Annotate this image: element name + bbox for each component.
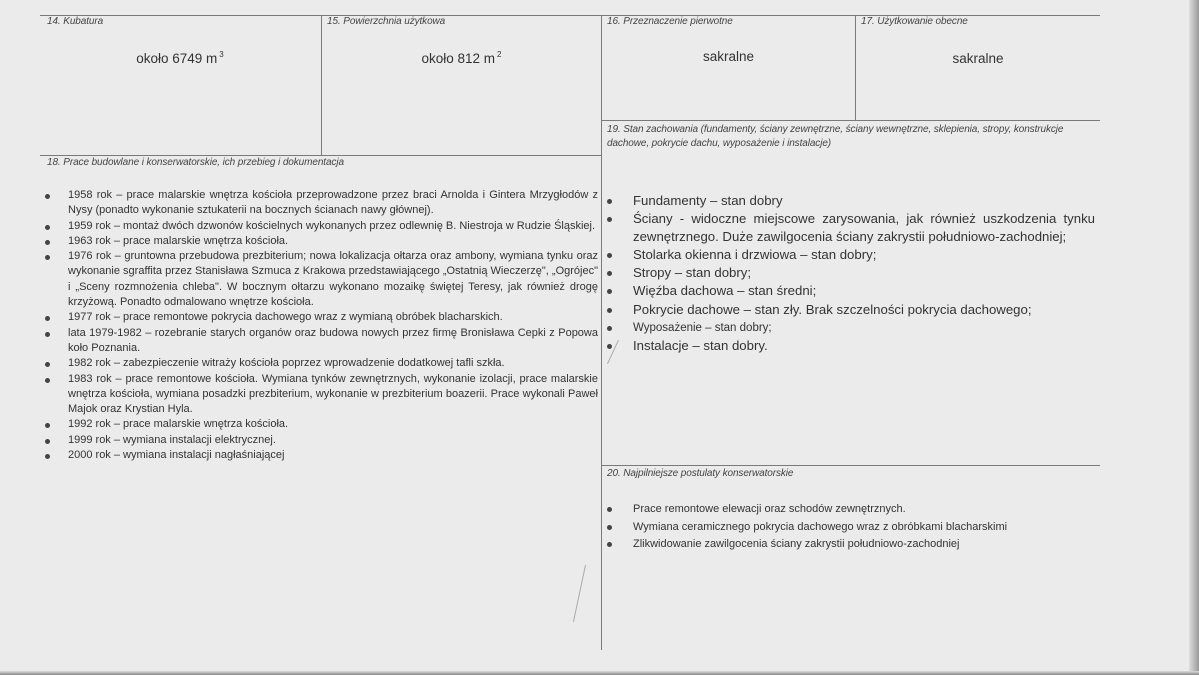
list-item: 1976 rok – gruntowna przebudowa prezbiterium; nowa lokalizacja ołtarza oraz ambony, wymiana tynku oraz wykonanie sgraffita przez Stanisława Szmuca z Krakowa przedstawiającego „Ostatnią Wieczerzę", „Ogrójec" i „Sceny rozmnożenia chleba". W bocznym ołtarzu wykonano mozaikę świętej Teresy, jak również drogę krzyżową. Ponadto odmalowano wnętrze kościoła. [45,249,598,310]
bullet-icon [607,308,612,313]
list-item: 1992 rok – prace malarskie wnętrza kościoła. [45,417,598,432]
list-item: Pokrycie dachowe – stan zły. Brak szczelności pokrycia dachowego; [605,301,1095,319]
list-item: Zlikwidowanie zawilgocenia ściany zakrystii południowo-zachodniej [605,536,1095,554]
list-item: Fundamenty – stan dobry [605,192,1095,210]
bullet-icon [45,362,50,367]
list-item: 1958 rok – prace malarskie wnętrza kościoła przeprowadzone przez braci Arnolda i Gintera Mrzygłodów z Nysy (ponadto wykonanie sztukaterii na bocznych ścianach nawy głównej). [45,188,598,219]
divider-16-17 [855,15,856,120]
bullet-icon [45,423,50,428]
bullet-icon [607,253,612,258]
bullet-icon [607,344,612,349]
bullet-icon [45,378,50,383]
list-item: 1959 rok – montaż dwóch dzwonów kościelnych wykonanych przez odlewnię B. Niestroja w Rudzie Śląskiej. [45,219,598,234]
scan-edge-right [1189,0,1199,675]
bullet-icon [607,289,612,294]
list-item: Prace remontowe elewacji oraz schodów zewnętrznych. [605,501,1095,519]
field-value-uzytkowanie: sakralne [952,51,1004,66]
field-label-prace: 18. Prace budowlane i konserwatorskie, ich przebieg i dokumentacja [47,157,344,168]
field-label-kubatura: 14. Kubatura [47,16,104,27]
border-top-18 [40,155,602,156]
bullet-icon [607,217,612,222]
bullet-icon [45,439,50,444]
list-item: 1983 rok – prace remontowe kościoła. Wymiana tynków zewnętrznych, wykonanie izolacji, prace malarskie wnętrza kościoła, wymiana posadzki prezbiterium, wykonanie w prezbiterium boazerii. Prace wykonali Paweł Majok oraz Krystian Hyla. [45,372,598,418]
list-item: Ściany - widoczne miejscowe zarysowania, jak również uszkodzenia tynku zewnętrznego. Duże zawilgocenia ściany zakrystii południowo-zachodniej; [605,210,1095,246]
bullet-icon [607,525,612,530]
list-item: Wymiana ceramicznego pokrycia dachowego wraz z obróbkami blacharskimi [605,519,1095,537]
bullet-icon [45,332,50,337]
list-item: Więźba dachowa – stan średni; [605,282,1095,300]
list-item: 1977 rok – prace remontowe pokrycia dachowego wraz z wymianą obróbek blacharskich. [45,310,598,325]
field-value-powierzchnia: około 812 m $^2$ [421,50,502,66]
list-item: 1999 rok – wymiana instalacji elektrycznej. [45,433,598,448]
list-item: Stropy – stan dobry; [605,264,1095,282]
field-value-przeznaczenie: sakralne [702,49,755,64]
list-item: 1963 rok – prace malarskie wnętrza kościoła. [45,234,598,249]
field-label-uzytkowanie: 17. Użytkowanie obecne [861,16,968,27]
bullet-icon [607,271,612,276]
field-label-przeznaczenie: 16. Przeznaczenie pierwotne [607,16,733,27]
divider-15-16 [601,15,602,650]
field-label-postulaty: 20. Najpilniejsze postulaty konserwatorskie [607,468,794,479]
scan-edge-bottom [0,671,1199,675]
bullet-icon [45,194,50,199]
works-list [45,188,598,463]
pen-mark [573,565,586,622]
field-value-kubatura: około 6749 m $^3$ [136,50,224,66]
bullet-icon [45,255,50,260]
divider-14-15 [321,15,322,155]
bullet-icon [607,326,612,331]
list-item: 1982 rok – zabezpieczenie witraży kościoła poprzez wprowadzenie dodatkowej tafli szkła. [45,356,598,371]
bullet-icon [607,507,612,512]
postulates-list [605,501,1095,554]
field-label-powierzchnia: 15. Powierzchnia użytkowa [327,16,446,27]
bullet-icon [607,542,612,547]
list-item: Wyposażenie – stan dobry; [605,319,1095,337]
bullet-icon [45,240,50,245]
list-item: Instalacje – stan dobry. [605,337,1095,355]
field-label-stan-zachowania: 19. Stan zachowania (fundamenty, ściany zewnętrzne, ściany wewnętrzne, sklepienia, stropy, konstrukcje dachowe, pokrycie dachu, wyposażenie i instalacje) [607,124,1064,149]
list-item: Stolarka okienna i drzwiowa – stan dobry; [605,246,1095,264]
list-item: lata 1979-1982 – rozebranie starych organów oraz budowa nowych przez firmę Bronisława Cepki z Popowa koło Poznania. [45,326,598,357]
bullet-icon [45,454,50,459]
bullet-icon [45,225,50,230]
bullet-icon [607,199,612,204]
border-19-20 [601,465,1100,466]
bullet-icon [45,316,50,321]
list-item: 2000 rok – wymiana instalacji nagłaśniającej [45,448,598,463]
border-16-19 [601,120,1100,121]
condition-list [605,192,1095,355]
